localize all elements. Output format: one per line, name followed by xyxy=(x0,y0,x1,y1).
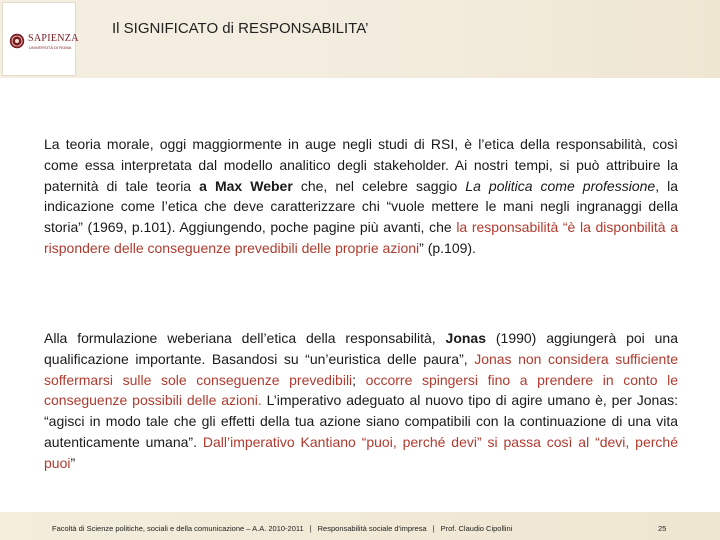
p2-text-5: ; xyxy=(352,371,366,388)
header-band xyxy=(0,0,720,78)
p2-highlight-2: occorre spingersi fino a prendere in conto le conseguenze possibili delle azioni. xyxy=(44,371,678,409)
p1-book-title: La politica come professione xyxy=(465,177,656,194)
footer-course: Responsabilità sociale d'impresa xyxy=(317,524,427,533)
paragraph-2 xyxy=(44,328,678,474)
footer-faculty: Facoltà di Scienze politiche, sociali e della comunicazione – A.A. 2010-2011 xyxy=(52,524,304,533)
p2-text-7: L’imperativo adeguato al nuovo tipo di agire umano è, per Jonas: “agisci in modo tale che gli effetti della tua azione siano compatibili con la continuazione di una vita autenticamente umana”. xyxy=(44,392,678,450)
p2-highlight-3: Dall’imperativo Kantiano “puoi, perché devi” si passa così al “devi, perché puoi xyxy=(44,433,678,471)
page-number: 25 xyxy=(658,524,667,533)
footer-professor: Prof. Claudio Cipollini xyxy=(440,524,513,533)
p1-highlight: la responsabilità “è la disponbilità a rispondere delle conseguenze prevedibili delle proprie azioni xyxy=(44,219,678,256)
p2-highlight-1: Jonas non considera sufficiente soffermarsi sulle sole conseguenze prevedibili xyxy=(44,350,678,388)
p1-max-weber: a Max Weber xyxy=(199,177,293,194)
slide-title: Il SIGNIFICATO di RESPONSABILITA’ xyxy=(112,20,369,37)
p2-text-3: (1990) aggiungerà poi una qualificazione importante. Basandosi su “un’euristica delle paura”, xyxy=(44,330,678,367)
paragraph-1 xyxy=(44,134,678,259)
footer xyxy=(52,524,512,533)
university-logo xyxy=(2,2,79,76)
p1-text-7: ” (p.109). xyxy=(419,239,476,256)
footer-separator: | xyxy=(432,524,435,533)
p1-text-1: La teoria morale, oggi maggiormente in auge negli studi di RSI, è l’etica della responsabilità, così come essa interpretata dal modello analitico degli stakeholder. Ai nostri tempi, si può attribuire la paternità di tale teoria xyxy=(44,136,678,194)
seal-icon xyxy=(9,33,25,49)
footer-separator: | xyxy=(309,524,312,533)
logo-name: SAPIENZA xyxy=(28,33,79,44)
logo-subtitle: UNIVERSITÀ DI ROMA xyxy=(29,45,72,50)
p1-text-5: , la indicazione come l’etica che deve caratterizzare chi “vuole mettere le mani negli ingranaggi della storia” (1969, p.101). Aggiungendo, poche pagine più avanti, che xyxy=(44,177,679,236)
p1-text-3: che, nel celebre saggio xyxy=(292,177,466,194)
p2-text-1: Alla formulazione weberiana dell’etica della responsabilità, xyxy=(44,330,446,346)
p2-jonas: Jonas xyxy=(445,330,487,346)
p2-text-9: ” xyxy=(70,454,76,471)
